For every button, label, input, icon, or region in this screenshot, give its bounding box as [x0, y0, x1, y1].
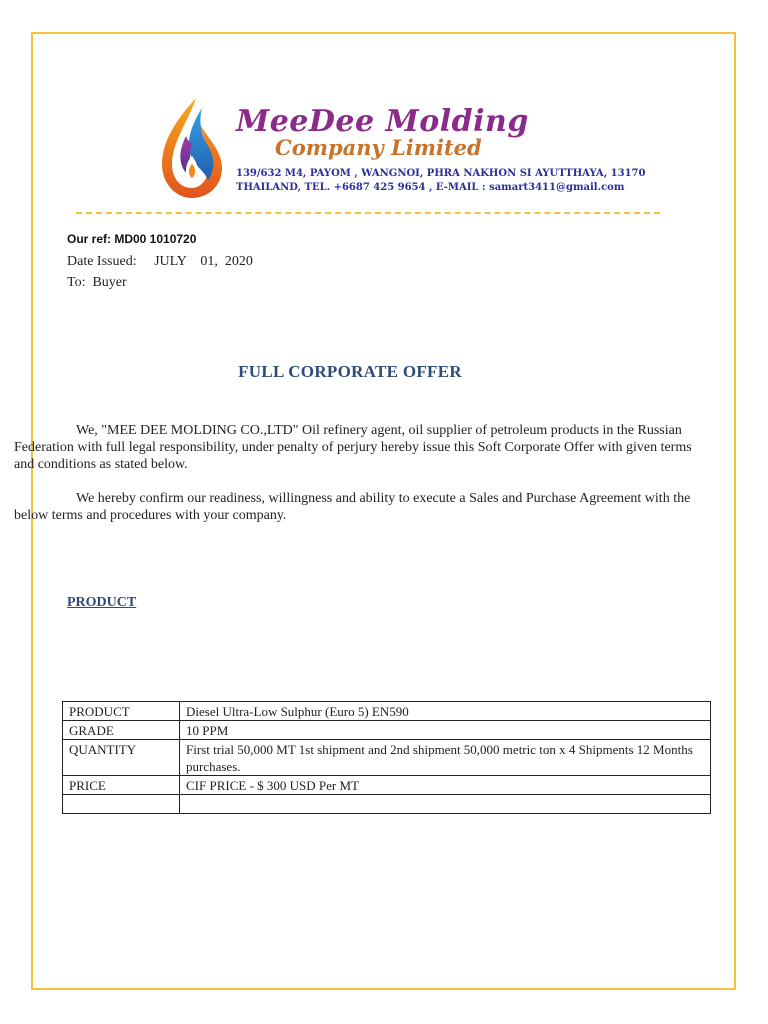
company-address	[236, 167, 646, 195]
table-row	[63, 721, 711, 740]
table-cell-key: PRODUCT	[63, 702, 180, 721]
table-cell-value	[180, 795, 711, 814]
table-row	[63, 702, 711, 721]
flame-drop-icon	[156, 96, 228, 200]
product-heading: PRODUCT	[67, 595, 137, 610]
company-name: MeeDee Molding	[236, 104, 529, 139]
table-cell-value: Diesel Ultra-Low Sulphur (Euro 5) EN590	[180, 702, 711, 721]
table-cell-key: PRICE	[63, 776, 180, 795]
intro-paragraph: We, "MEE DEE MOLDING CO.,LTD" Oil refinery agent, oil supplier of petroleum products in the Russian Federation with full legal responsibility, under penalty of perjury hereby issue this Soft Corporate Offer with given terms and conditions as stated below.	[14, 423, 692, 472]
table-cell-value: First trial 50,000 MT 1st shipment and 2nd shipment 50,000 metric ton x 4 Shipments 12 Months purchases.	[180, 740, 711, 776]
date-issued: Date Issued: JULY 01, 2020	[67, 254, 253, 269]
table-row	[63, 776, 711, 795]
offer-title: FULL CORPORATE OFFER	[238, 362, 462, 381]
recipient: To: Buyer	[67, 275, 127, 290]
table-row	[63, 740, 711, 776]
header-divider	[76, 212, 660, 214]
table-cell-key	[63, 795, 180, 814]
table-cell-key: QUANTITY	[63, 740, 180, 776]
table-cell-key: GRADE	[63, 721, 180, 740]
company-subtitle: Company Limited	[275, 135, 482, 160]
our-ref: Our ref: MD00 1010720	[67, 232, 197, 246]
address-line-2: THAILAND, TEL. +6687 425 9654 , E-MAIL : samart3411@gmail.com	[236, 182, 625, 193]
address-line-1: 139/632 M4, PAYOM , WANGNOI, PHRA NAKHON SI AYUTTHAYA, 13170	[236, 168, 646, 179]
product-table	[62, 701, 711, 814]
table-cell-value: 10 PPM	[180, 721, 711, 740]
table-row	[63, 795, 711, 814]
confirmation-paragraph: We hereby confirm our readiness, willingness and ability to execute a Sales and Purchase Agreement with the below terms and procedures with your company.	[14, 491, 691, 523]
table-cell-value: CIF PRICE - $ 300 USD Per MT	[180, 776, 711, 795]
